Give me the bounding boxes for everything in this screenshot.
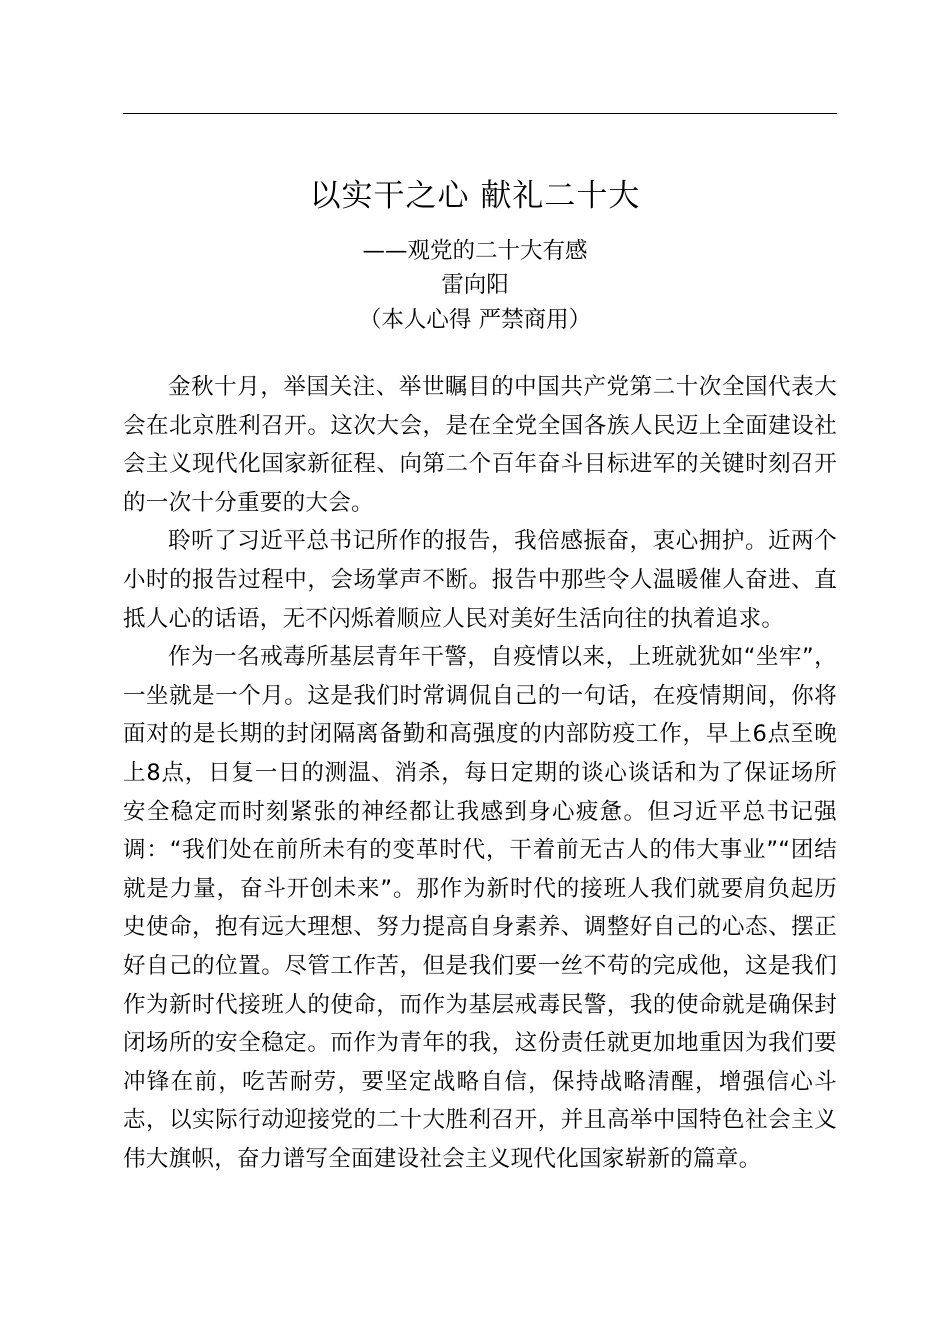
usage-note: （本人心得 严禁商用） <box>358 307 592 333</box>
document-subtitle: ——观党的二十大有感 <box>362 238 588 264</box>
document-title: 以实干之心 献礼二十大 <box>309 178 641 214</box>
paragraph: 作为一名戒毒所基层青年干警，自疫情以来，上班就犹如“坐牢”，一坐就是一个月。这是我们时常调侃自己的一句话，在疫情期间，你将面对的是长期的封闭隔离备勤和高强度的内部防疫工作，早上6点至晚上8点，日复一日的测温、消杀，每日定期的谈心谈话和为了保证场所安全稳定而时刻紧张的神经都让我感到身心疲惫。但习近平总书记强调：“我们处在前所未有的变革时代，干着前无古人的伟大事业”“团结就是力量，奋斗开创未来”。那作为新时代的接班人我们就要肩负起历史使命，抱有远大理想、努力提高自身素养、调整好自己的心态、摆正好自己的位置。尽管工作苦，但是我们要一丝不苟的完成他，这是我们作为新时代接班人的使命，而作为基层戒毒民警，我的使命就是确保封闭场所的安全稳定。而作为青年的我，这份责任就更加地重因为我们要冲锋在前，吃苦耐劳，要坚定战略自信，保持战略清醒，增强信心斗志，以实际行动迎接党的二十大胜利召开，并且高举中国特色社会主义伟大旗帜，奋力谱写全面建设社会主义现代化国家崭新的篇章。 <box>123 644 837 1172</box>
article-body <box>123 368 837 1178</box>
header-rule <box>123 113 837 114</box>
author-name: 雷向阳 <box>441 272 509 298</box>
paragraph: 聆听了习近平总书记所作的报告，我倍感振奋，衷心拥护。近两个小时的报告过程中，会场掌声不断。报告中那些令人温暖催人奋进、直抵人心的话语，无不闪烁着顺应人民对美好生活向往的执着追求。 <box>123 528 837 632</box>
paragraph: 金秋十月，举国关注、举世瞩目的中国共产党第二十次全国代表大会在北京胜利召开。这次大会，是在全党全国各族人民迈上全面建设社会主义现代化国家新征程、向第二个百年奋斗目标进军的关键时刻召开的一次十分重要的大会。 <box>123 374 837 516</box>
